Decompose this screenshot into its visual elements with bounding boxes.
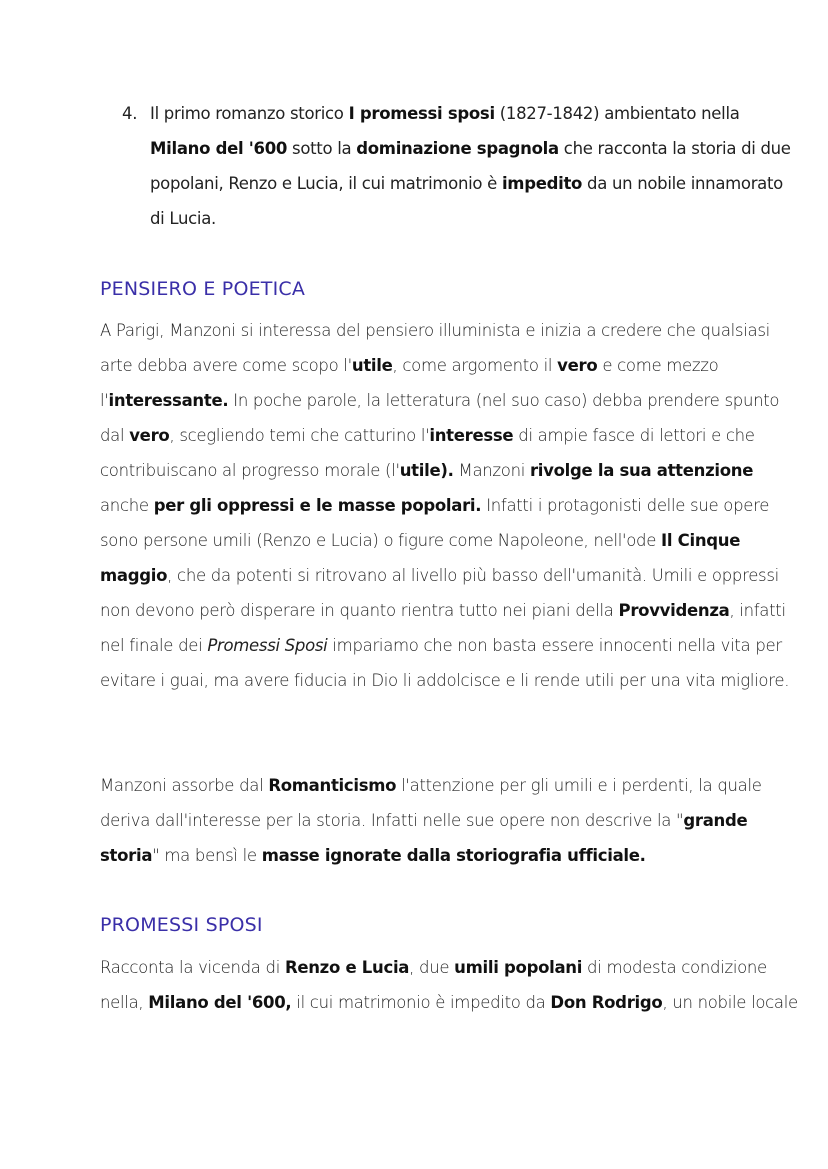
- paragraph-pensiero-2: [100, 768, 800, 873]
- section-heading-promessi-sposi: PROMESSI SPOSI: [100, 914, 263, 936]
- emphasized-text: impedito: [501, 174, 583, 193]
- text-run: (1827-1842) ambientato nella: [494, 104, 740, 123]
- text-run: Racconta la vicenda di: [100, 958, 285, 977]
- text-run: sotto la: [287, 139, 357, 158]
- emphasized-text: interesse: [429, 426, 514, 445]
- text-run: da un nobile innamorato di Lucia.: [150, 174, 783, 228]
- text-run: Il primo romanzo storico: [150, 104, 349, 123]
- text-run: il cui matrimonio è impedito da: [291, 993, 551, 1012]
- emphasized-text: Il Cinque maggio: [100, 531, 741, 585]
- emphasized-text: per gli oppressi e le masse popolari.: [153, 496, 482, 515]
- emphasized-text: Milano del '600: [150, 139, 288, 158]
- text-run: , infatti nel finale dei: [100, 601, 786, 655]
- emphasized-text: masse ignorate dalla storiografia ufficiale.: [261, 846, 646, 865]
- text-run: impariamo che non basta essere innocenti nella vita per evitare i guai, ma avere fiducia in Dio li addolcisce e li rende utili per una vita migliore.: [100, 636, 790, 690]
- text-run: , due: [409, 958, 455, 977]
- italic-title: Promessi Sposi: [207, 636, 328, 655]
- paragraph-pensiero-1: [100, 313, 800, 698]
- list-item-text: [150, 96, 802, 236]
- text-run: A Parigi, Manzoni si interessa del pensiero illuminista e inizia a credere che qualsiasi arte debba avere come scopo l': [100, 321, 770, 375]
- text-run: e come mezzo l': [100, 356, 719, 410]
- paragraph-promessi-1: [100, 950, 800, 1020]
- emphasized-text: dominazione spagnola: [356, 139, 559, 158]
- text-run: Manzoni: [453, 461, 530, 480]
- text-run: , un nobile locale: [662, 993, 798, 1012]
- text-run: di ampie fasce di lettori e che contribuiscano al progresso morale (l': [100, 426, 755, 480]
- text-run: , scegliendo temi che catturino l': [169, 426, 430, 445]
- text-run: " ma bensì le: [152, 846, 262, 865]
- emphasized-text: umili popolani: [454, 958, 583, 977]
- text-run: di modesta condizione nella,: [100, 958, 767, 1012]
- emphasized-text: Don Rodrigo: [550, 993, 663, 1012]
- emphasized-text: Romanticismo: [268, 776, 397, 795]
- text-run: , che da potenti si ritrovano al livello più basso dell'umanità. Umili e oppressi non devono però disperare in quanto rientra tutto nei piani della: [100, 566, 779, 620]
- emphasized-text: rivolge la sua attenzione: [529, 461, 754, 480]
- emphasized-text: I promessi sposi: [348, 104, 495, 123]
- text-run: che racconta la storia di due popolani, Renzo e Lucia, il cui matrimonio è: [150, 139, 791, 193]
- emphasized-text: vero: [129, 426, 170, 445]
- text-run: In poche parole, la letteratura (nel suo caso) debba prendere spunto dal: [100, 391, 780, 445]
- emphasized-text: Provvidenza: [618, 601, 730, 620]
- text-run: l'attenzione per gli umili e i perdenti, la quale deriva dall'interesse per la storia. Infatti nelle sue opere non descrive la ": [100, 776, 762, 830]
- emphasized-text: utile).: [399, 461, 454, 480]
- text-run: , come argomento il: [392, 356, 558, 375]
- emphasized-text: vero: [557, 356, 598, 375]
- list-item-4: [122, 96, 802, 236]
- section-heading-pensiero: PENSIERO E POETICA: [100, 278, 306, 300]
- emphasized-text: interessante.: [108, 391, 229, 410]
- text-run: Manzoni assorbe dal: [100, 776, 269, 795]
- emphasized-text: grande storia: [100, 811, 748, 865]
- emphasized-text: Milano del '600,: [148, 993, 292, 1012]
- emphasized-text: utile: [351, 356, 393, 375]
- emphasized-text: Renzo e Lucia: [284, 958, 410, 977]
- text-run: anche: [100, 496, 154, 515]
- list-number: 4.: [122, 104, 138, 123]
- text-run: Infatti i protagonisti delle sue opere sono persone umili (Renzo e Lucia) o figure come Napoleone, nell'ode: [100, 496, 770, 550]
